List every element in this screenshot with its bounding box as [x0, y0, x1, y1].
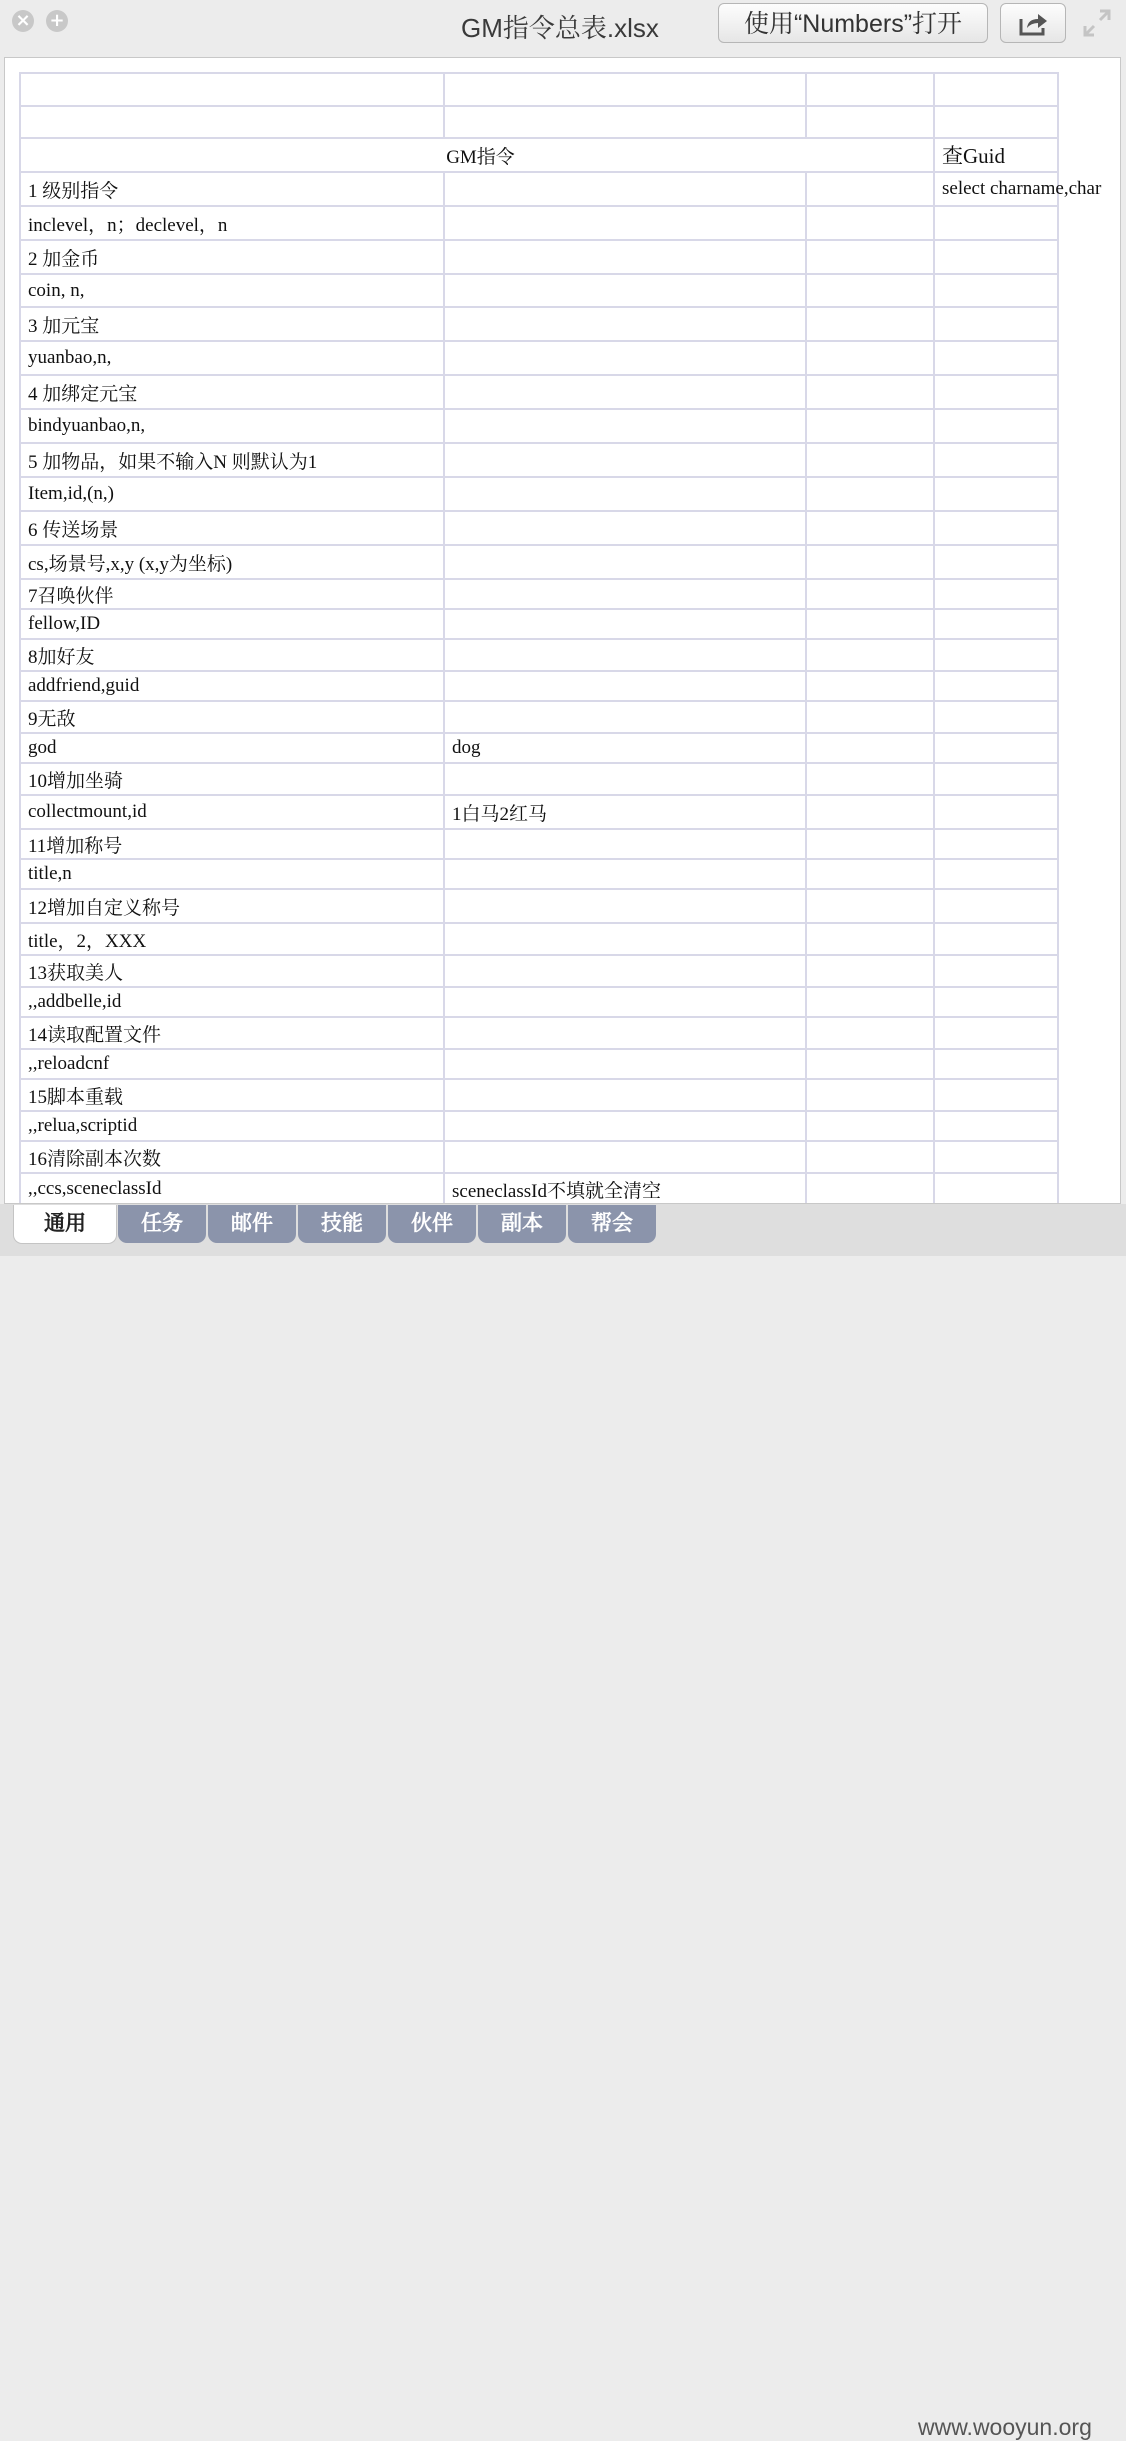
table-row — [20, 1173, 1058, 1204]
table-cell — [444, 206, 806, 240]
table-row — [20, 923, 1058, 955]
table-cell — [444, 511, 806, 545]
table-cell — [806, 341, 934, 375]
table-cell — [934, 1141, 1058, 1173]
table-cell — [806, 671, 934, 701]
table-cell — [444, 341, 806, 375]
table-cell — [20, 73, 444, 106]
table-cell — [806, 889, 934, 923]
table-cell — [806, 375, 934, 409]
table-cell: yuanbao,n, — [20, 341, 444, 375]
table-cell — [806, 206, 934, 240]
table-cell — [806, 923, 934, 955]
table-cell — [934, 579, 1058, 609]
table-cell: 11增加称号 — [20, 829, 444, 859]
table-cell — [806, 609, 934, 639]
table-cell — [444, 1017, 806, 1049]
table-row — [20, 889, 1058, 923]
table-cell — [934, 795, 1058, 829]
window-title: GM指令总表.xlsx — [461, 13, 659, 43]
table-row — [20, 1111, 1058, 1141]
table-cell — [806, 477, 934, 511]
table-cell — [934, 701, 1058, 733]
table-cell — [934, 733, 1058, 763]
table-cell: 12增加自定义称号 — [20, 889, 444, 923]
table-row — [20, 409, 1058, 443]
table-cell: dog — [444, 733, 806, 763]
table-cell — [444, 671, 806, 701]
table-cell — [20, 106, 444, 138]
table-cell — [934, 307, 1058, 341]
table-row — [20, 545, 1058, 579]
table-cell: 13获取美人 — [20, 955, 444, 987]
table-cell — [444, 73, 806, 106]
table-row — [20, 206, 1058, 240]
table-cell — [444, 763, 806, 795]
sheet-tab-bar — [0, 1204, 1126, 2440]
table-cell — [444, 106, 806, 138]
table-cell: bindyuanbao,n, — [20, 409, 444, 443]
table-cell: ,,addbelle,id — [20, 987, 444, 1017]
table-cell — [934, 763, 1058, 795]
table-cell — [806, 274, 934, 307]
guid-header-cell: 查Guid — [934, 138, 1058, 172]
table-cell — [444, 987, 806, 1017]
table-cell — [444, 829, 806, 859]
table-row — [20, 1017, 1058, 1049]
table-cell — [806, 639, 934, 671]
table-cell: 3 加元宝 — [20, 307, 444, 341]
table-cell — [444, 172, 806, 206]
table-cell — [934, 609, 1058, 639]
table-cell — [934, 639, 1058, 671]
table-cell — [444, 443, 806, 477]
sheet-tab[interactable]: 伙伴 — [388, 1205, 476, 1243]
table-cell — [806, 1173, 934, 1204]
table-cell — [934, 240, 1058, 274]
table-row — [20, 240, 1058, 274]
share-icon — [1018, 11, 1050, 37]
table-row — [20, 106, 1058, 138]
table-cell — [444, 955, 806, 987]
table-cell — [934, 1079, 1058, 1111]
table-cell — [934, 889, 1058, 923]
table-row — [20, 172, 1058, 206]
table-cell: god — [20, 733, 444, 763]
table-row — [20, 443, 1058, 477]
table-cell — [934, 477, 1058, 511]
table-cell: 6 传送场景 — [20, 511, 444, 545]
table-row — [20, 987, 1058, 1017]
table-cell — [806, 829, 934, 859]
table-cell — [806, 987, 934, 1017]
sheet-tab[interactable]: 任务 — [118, 1205, 206, 1243]
table-row — [20, 955, 1058, 987]
fullscreen-icon[interactable] — [1082, 8, 1112, 38]
table-cell: sceneclassId不填就全清空 — [444, 1173, 806, 1204]
table-cell — [806, 545, 934, 579]
table-row — [20, 477, 1058, 511]
table-cell — [934, 829, 1058, 859]
table-cell — [444, 1079, 806, 1111]
sheet-tab[interactable]: 副本 — [478, 1205, 566, 1243]
table-cell — [806, 240, 934, 274]
table-cell: 2 加金币 — [20, 240, 444, 274]
table-cell: 5 加物品，如果不输入N 则默认为1 — [20, 443, 444, 477]
table-cell: 9无敌 — [20, 701, 444, 733]
sheet-tab[interactable]: 邮件 — [208, 1205, 296, 1243]
table-row — [20, 73, 1058, 106]
table-cell — [806, 443, 934, 477]
table-row — [20, 701, 1058, 733]
table-cell — [806, 733, 934, 763]
table-cell — [806, 1111, 934, 1141]
table-row — [20, 341, 1058, 375]
sheet-tab[interactable]: 通用 — [13, 1205, 117, 1244]
table-cell — [444, 923, 806, 955]
table-header-row — [20, 138, 1058, 172]
table-cell — [934, 106, 1058, 138]
table-cell — [806, 106, 934, 138]
share-button[interactable] — [1000, 3, 1066, 43]
table-cell: ,,ccs,sceneclassId — [20, 1173, 444, 1204]
table-cell — [806, 511, 934, 545]
table-cell — [806, 701, 934, 733]
table-cell — [444, 307, 806, 341]
table-cell — [444, 609, 806, 639]
table-row — [20, 733, 1058, 763]
table-cell — [934, 955, 1058, 987]
open-with-numbers-button[interactable]: 使用“Numbers”打开 — [718, 3, 988, 43]
table-cell: ,,reloadcnf — [20, 1049, 444, 1079]
table-cell — [444, 477, 806, 511]
table-cell — [444, 579, 806, 609]
table-cell — [934, 409, 1058, 443]
table-cell — [934, 923, 1058, 955]
table-cell — [934, 859, 1058, 889]
table-row — [20, 671, 1058, 701]
table-cell — [444, 274, 806, 307]
table-row — [20, 829, 1058, 859]
table-cell — [444, 240, 806, 274]
table-cell — [806, 409, 934, 443]
table-cell: select charname,char — [934, 172, 1058, 206]
table-cell: title，2，XXX — [20, 923, 444, 955]
spreadsheet-view[interactable] — [4, 57, 1121, 1204]
table-cell — [444, 375, 806, 409]
table-cell — [934, 73, 1058, 106]
table-row — [20, 1141, 1058, 1173]
table-cell: title,n — [20, 859, 444, 889]
table-cell — [934, 1017, 1058, 1049]
table-cell — [806, 1079, 934, 1111]
table-cell: ,,relua,scriptid — [20, 1111, 444, 1141]
table-cell — [806, 795, 934, 829]
table-row — [20, 795, 1058, 829]
table-cell — [806, 859, 934, 889]
table-row — [20, 375, 1058, 409]
close-icon[interactable]: × — [12, 10, 34, 32]
table-cell: 1 级别指令 — [20, 172, 444, 206]
table-cell: inclevel，n；declevel，n — [20, 206, 444, 240]
table-cell — [444, 859, 806, 889]
table-row — [20, 1079, 1058, 1111]
table-row — [20, 1049, 1058, 1079]
table-cell — [444, 409, 806, 443]
table-row — [20, 763, 1058, 795]
table-cell — [934, 1049, 1058, 1079]
table-cell — [444, 1141, 806, 1173]
table-cell: fellow,ID — [20, 609, 444, 639]
table-cell — [806, 1049, 934, 1079]
table-cell — [934, 1111, 1058, 1141]
gm-header-cell: GM指令 — [20, 138, 934, 172]
table-cell: 16清除副本次数 — [20, 1141, 444, 1173]
table-cell: 15脚本重载 — [20, 1079, 444, 1111]
table-cell — [444, 1111, 806, 1141]
table-cell: 7召唤伙伴 — [20, 579, 444, 609]
zoom-icon[interactable]: + — [46, 10, 68, 32]
table-cell: 10增加坐骑 — [20, 763, 444, 795]
table-cell: 14读取配置文件 — [20, 1017, 444, 1049]
table-cell — [444, 701, 806, 733]
table-cell: 4 加绑定元宝 — [20, 375, 444, 409]
table-cell — [934, 511, 1058, 545]
table-cell — [806, 307, 934, 341]
table-cell — [444, 1049, 806, 1079]
table-cell — [934, 341, 1058, 375]
table-cell — [806, 73, 934, 106]
table-row — [20, 511, 1058, 545]
table-cell — [806, 1017, 934, 1049]
table-cell: cs,场景号,x,y (x,y为坐标) — [20, 545, 444, 579]
table-cell — [934, 987, 1058, 1017]
table-cell: coin, n, — [20, 274, 444, 307]
sheet-tab[interactable]: 技能 — [298, 1205, 386, 1243]
table-cell: addfriend,guid — [20, 671, 444, 701]
table-cell: Item,id,(n,) — [20, 477, 444, 511]
table-cell — [806, 763, 934, 795]
table-cell — [444, 889, 806, 923]
table-cell — [934, 375, 1058, 409]
table-cell — [444, 639, 806, 671]
table-cell — [806, 579, 934, 609]
table-row — [20, 274, 1058, 307]
watermark: www.wooyun.org — [918, 2414, 1092, 2440]
table-cell — [934, 206, 1058, 240]
table-row — [20, 609, 1058, 639]
table-cell: 8加好友 — [20, 639, 444, 671]
table-cell — [806, 955, 934, 987]
table-row — [20, 859, 1058, 889]
table-row — [20, 307, 1058, 341]
table-row — [20, 639, 1058, 671]
table-cell — [934, 545, 1058, 579]
table-row — [20, 579, 1058, 609]
table-cell — [934, 671, 1058, 701]
table-cell: collectmount,id — [20, 795, 444, 829]
table-cell — [806, 1141, 934, 1173]
table-cell — [934, 274, 1058, 307]
table-cell: 1白马2红马 — [444, 795, 806, 829]
table-cell — [444, 545, 806, 579]
table-cell — [806, 172, 934, 206]
table-cell — [934, 443, 1058, 477]
table-cell — [934, 1173, 1058, 1204]
spreadsheet-table — [19, 72, 1102, 1204]
sheet-tab[interactable]: 帮会 — [568, 1205, 656, 1243]
window-titlebar — [0, 0, 1126, 56]
